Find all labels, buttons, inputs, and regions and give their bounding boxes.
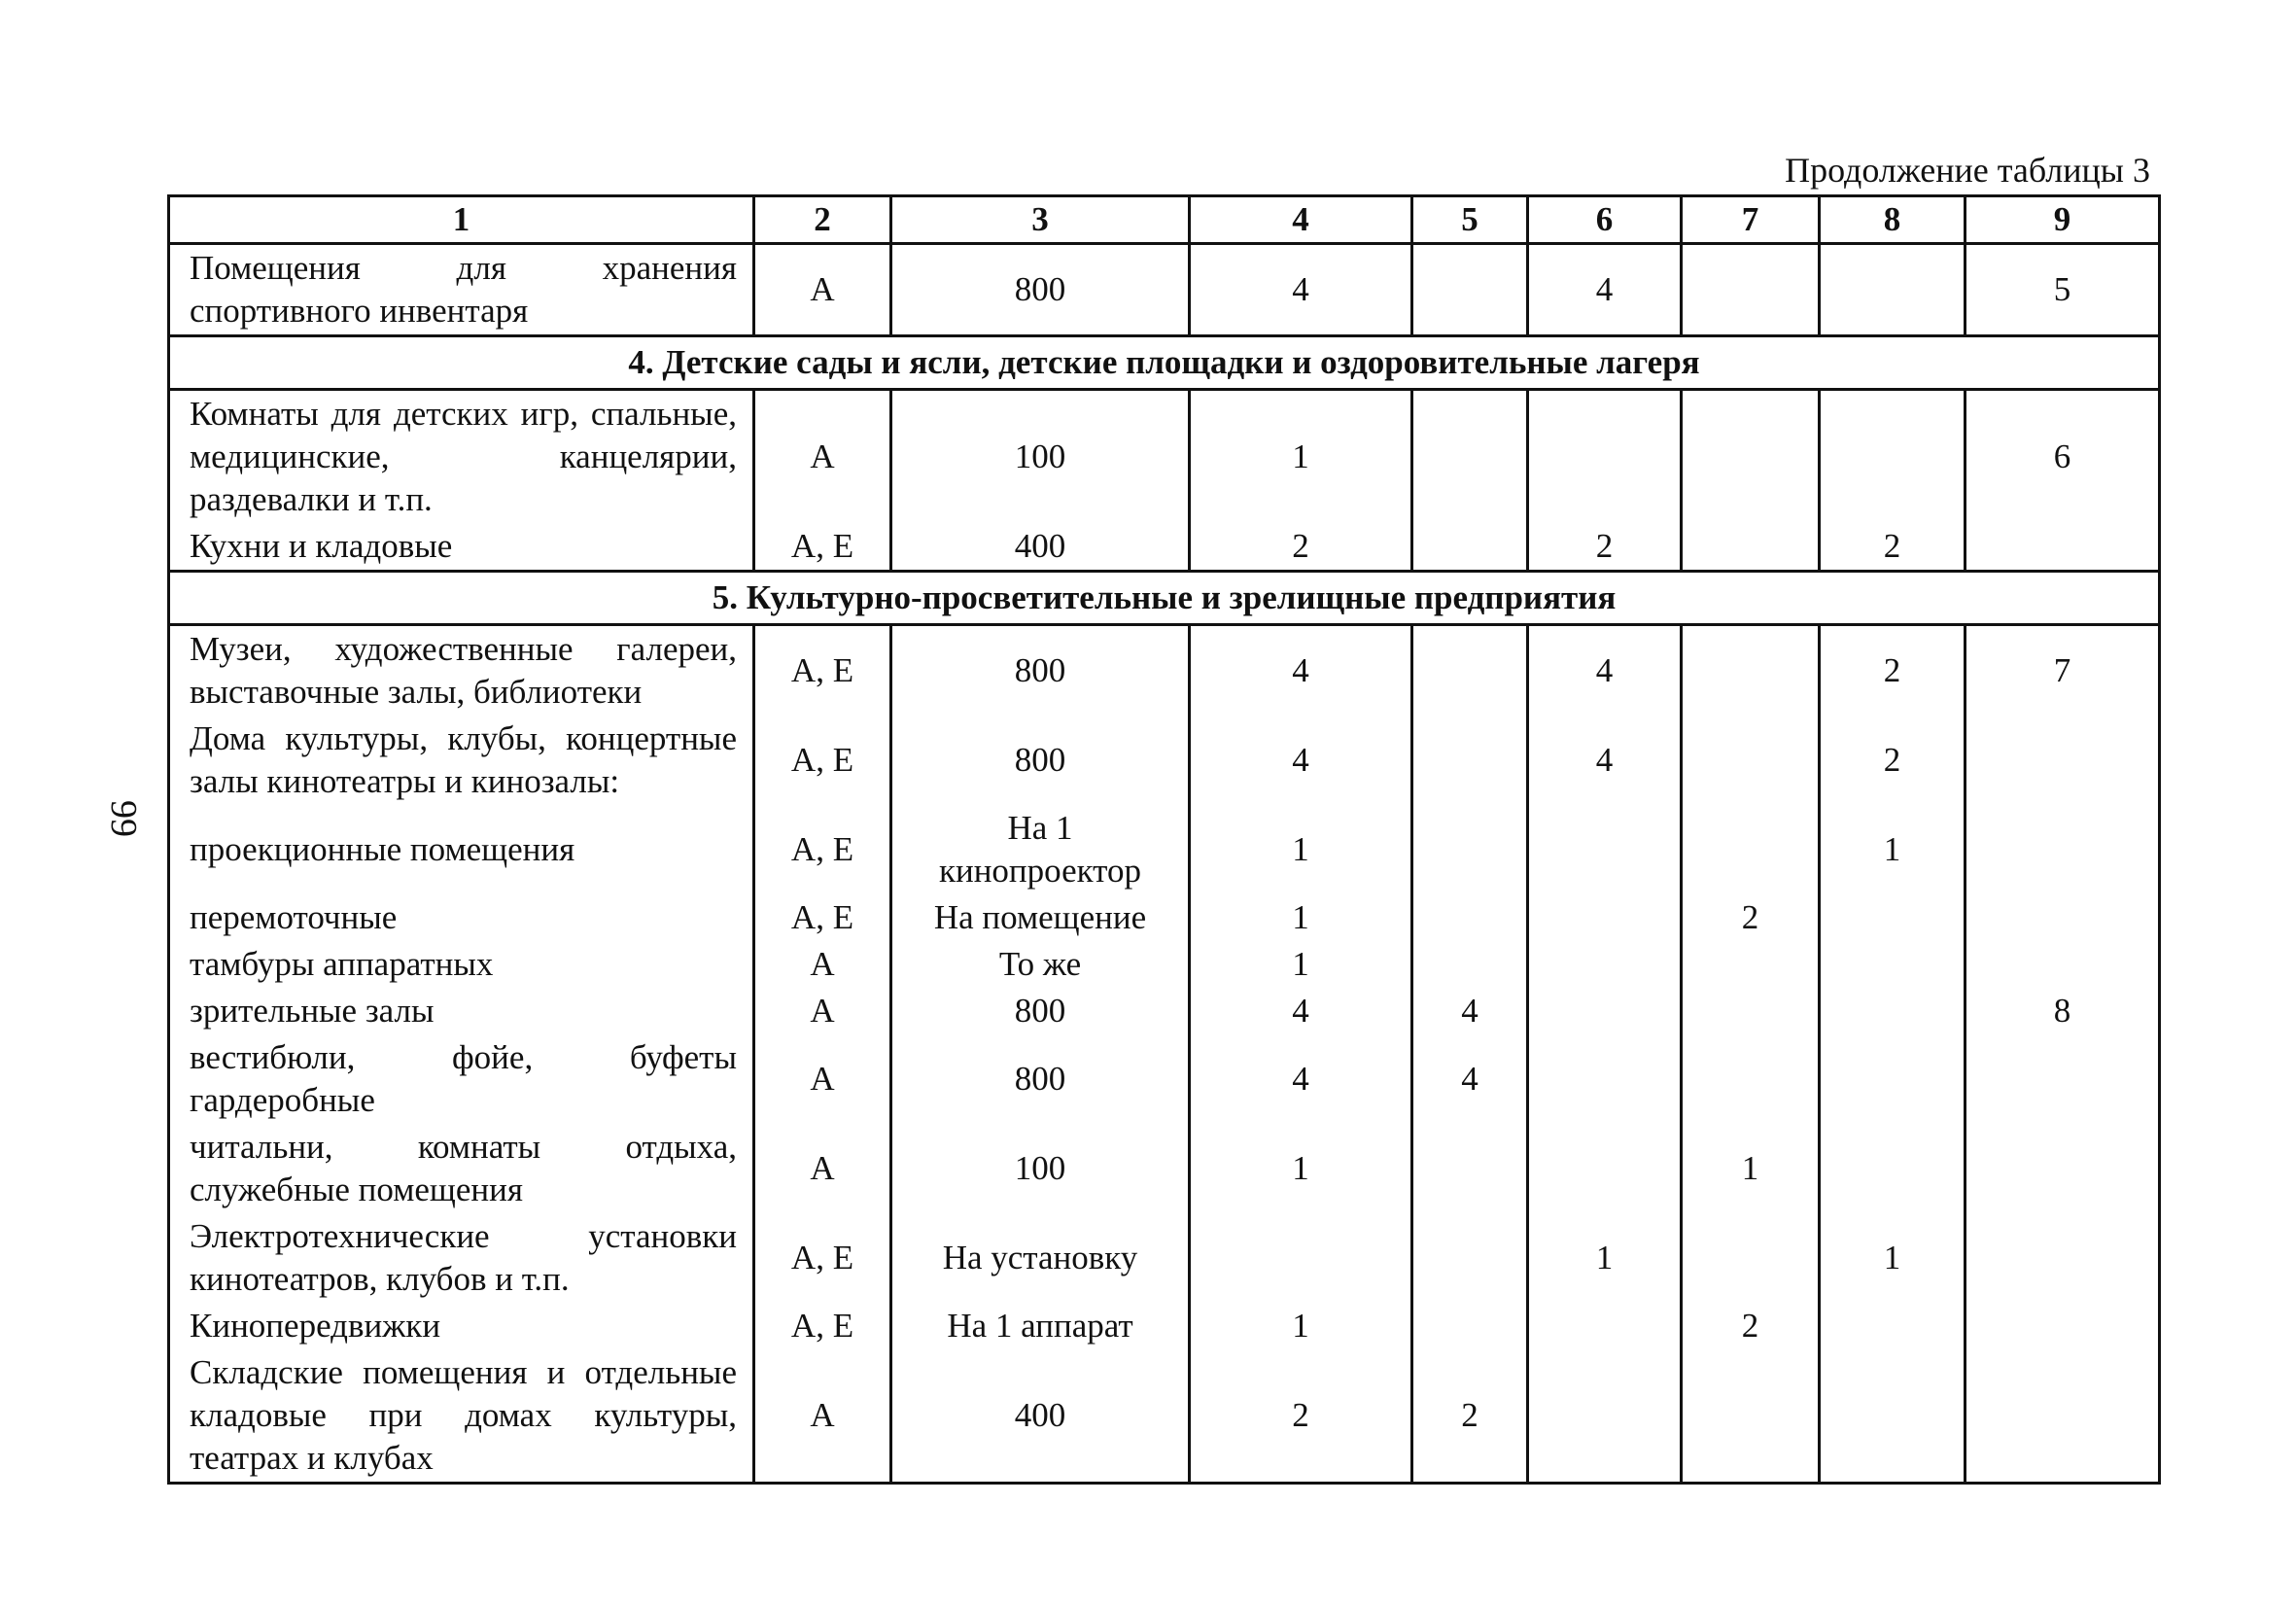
value-cell: На 1 аппарат [891, 1303, 1190, 1349]
table-row [169, 716, 2160, 805]
value-cell [1682, 1213, 1820, 1303]
room-type-cell: Комнаты для детских игр, спальные, медицинские, канцелярии, раздевалки и т.п. [169, 390, 754, 524]
value-cell: 2 [1528, 523, 1682, 572]
value-cell [1412, 941, 1528, 988]
value-cell [1682, 244, 1820, 336]
value-cell: 800 [891, 716, 1190, 805]
room-type-cell: проекционные помещения [169, 805, 754, 894]
value-cell: 2 [1820, 625, 1966, 717]
value-cell [1682, 805, 1820, 894]
value-cell: 2 [1820, 523, 1966, 572]
value-cell: 4 [1412, 988, 1528, 1034]
value-cell [1190, 1213, 1412, 1303]
value-cell: 2 [1682, 1303, 1820, 1349]
value-cell [1528, 1034, 1682, 1124]
room-type-cell: Дома культуры, клубы, концертные залы кинотеатры и кинозалы: [169, 716, 754, 805]
value-cell: 800 [891, 1034, 1190, 1124]
value-cell: 400 [891, 1349, 1190, 1484]
value-cell: 800 [891, 244, 1190, 336]
value-cell [1528, 941, 1682, 988]
value-cell [1820, 390, 1966, 524]
table-row [169, 1124, 2160, 1213]
table-row [169, 988, 2160, 1034]
value-cell [1966, 523, 2160, 572]
value-cell: 1 [1190, 390, 1412, 524]
value-cell: 400 [891, 523, 1190, 572]
value-cell [1682, 390, 1820, 524]
value-cell: 4 [1412, 1034, 1528, 1124]
table-row [169, 1213, 2160, 1303]
room-type-cell: тамбуры аппаратных [169, 941, 754, 988]
value-cell: На 1 кинопроектор [891, 805, 1190, 894]
room-type-cell: читальни, комнаты отдыха, служебные помещения [169, 1124, 754, 1213]
value-cell [1528, 988, 1682, 1034]
section-heading: 4. Детские сады и ясли, детские площадки и оздоровительные лагеря [169, 336, 2160, 390]
value-cell: А [754, 1124, 891, 1213]
value-cell [1412, 716, 1528, 805]
section-heading-row [169, 336, 2160, 390]
table-row [169, 523, 2160, 572]
table-row [169, 1303, 2160, 1349]
value-cell: 2 [1412, 1349, 1528, 1484]
value-cell [1412, 894, 1528, 941]
value-cell [1820, 1034, 1966, 1124]
room-type-cell: Кинопередвижки [169, 1303, 754, 1349]
section-heading: 5. Культурно-просветительные и зрелищные предприятия [169, 572, 2160, 625]
value-cell: 1 [1190, 894, 1412, 941]
value-cell [1820, 1124, 1966, 1213]
value-cell: 2 [1682, 894, 1820, 941]
value-cell [1966, 894, 2160, 941]
value-cell: А [754, 390, 891, 524]
value-cell: 800 [891, 625, 1190, 717]
value-cell: А, Е [754, 1213, 891, 1303]
value-cell [1682, 1349, 1820, 1484]
value-cell: 1 [1190, 1303, 1412, 1349]
value-cell: А [754, 988, 891, 1034]
room-type-cell: Музеи, художественные галереи, выставочные залы, библиотеки [169, 625, 754, 717]
value-cell: 1 [1528, 1213, 1682, 1303]
value-cell: 5 [1966, 244, 2160, 336]
value-cell: А, Е [754, 523, 891, 572]
value-cell: 4 [1190, 244, 1412, 336]
table-row [169, 244, 2160, 336]
value-cell: А [754, 1349, 891, 1484]
table-row [169, 805, 2160, 894]
value-cell: А, Е [754, 894, 891, 941]
room-type-cell: Помещения для хранения спортивного инвентаря [169, 244, 754, 336]
value-cell [1528, 1349, 1682, 1484]
room-type-cell: перемоточные [169, 894, 754, 941]
value-cell: 4 [1528, 716, 1682, 805]
room-type-cell: зрительные залы [169, 988, 754, 1034]
value-cell [1682, 716, 1820, 805]
table-row [169, 941, 2160, 988]
value-cell: А [754, 941, 891, 988]
value-cell [1682, 941, 1820, 988]
value-cell: А, Е [754, 1303, 891, 1349]
room-type-cell: Кухни и кладовые [169, 523, 754, 572]
value-cell: 7 [1966, 625, 2160, 717]
value-cell [1412, 244, 1528, 336]
value-cell: 1 [1190, 805, 1412, 894]
header-row [169, 196, 2160, 244]
value-cell [1966, 1213, 2160, 1303]
value-cell [1412, 390, 1528, 524]
value-cell: 1 [1190, 1124, 1412, 1213]
value-cell: 4 [1190, 988, 1412, 1034]
value-cell: А [754, 244, 891, 336]
value-cell [1682, 1034, 1820, 1124]
column-header: 4 [1190, 196, 1412, 244]
table-caption: Продолжение таблицы 3 [1785, 151, 2150, 190]
page-number: 99 [103, 800, 144, 837]
value-cell [1820, 988, 1966, 1034]
value-cell: А, Е [754, 716, 891, 805]
table-row [169, 1034, 2160, 1124]
value-cell: 2 [1190, 1349, 1412, 1484]
room-type-cell: Складские помещения и отдельные кладовые при домах культуры, театрах и клубах [169, 1349, 754, 1484]
column-header: 8 [1820, 196, 1966, 244]
value-cell: 8 [1966, 988, 2160, 1034]
value-cell [1966, 1303, 2160, 1349]
value-cell: 2 [1820, 716, 1966, 805]
value-cell [1966, 1124, 2160, 1213]
value-cell: 1 [1820, 805, 1966, 894]
column-header: 6 [1528, 196, 1682, 244]
value-cell [1820, 1349, 1966, 1484]
value-cell: 2 [1190, 523, 1412, 572]
value-cell [1966, 805, 2160, 894]
table-row [169, 390, 2160, 524]
section-heading-row [169, 572, 2160, 625]
value-cell [1682, 625, 1820, 717]
value-cell [1528, 805, 1682, 894]
value-cell: 100 [891, 390, 1190, 524]
value-cell: 4 [1190, 716, 1412, 805]
value-cell: 4 [1190, 625, 1412, 717]
value-cell [1966, 1034, 2160, 1124]
column-header: 1 [169, 196, 754, 244]
value-cell: На установку [891, 1213, 1190, 1303]
value-cell [1528, 390, 1682, 524]
value-cell: 1 [1820, 1213, 1966, 1303]
value-cell: 100 [891, 1124, 1190, 1213]
value-cell: А [754, 1034, 891, 1124]
value-cell [1820, 1303, 1966, 1349]
value-cell: 4 [1528, 625, 1682, 717]
value-cell [1412, 523, 1528, 572]
table-row [169, 894, 2160, 941]
value-cell: На помещение [891, 894, 1190, 941]
value-cell: А, Е [754, 625, 891, 717]
value-cell: 1 [1190, 941, 1412, 988]
table-row [169, 1349, 2160, 1484]
table-row [169, 625, 2160, 717]
value-cell [1682, 523, 1820, 572]
value-cell [1820, 244, 1966, 336]
table-body [169, 244, 2160, 1484]
value-cell: 4 [1528, 244, 1682, 336]
value-cell [1528, 1124, 1682, 1213]
column-header: 9 [1966, 196, 2160, 244]
value-cell [1820, 941, 1966, 988]
value-cell: 4 [1190, 1034, 1412, 1124]
value-cell: 1 [1682, 1124, 1820, 1213]
value-cell [1412, 1303, 1528, 1349]
column-header: 2 [754, 196, 891, 244]
value-cell [1966, 1349, 2160, 1484]
value-cell [1412, 805, 1528, 894]
value-cell: 800 [891, 988, 1190, 1034]
room-type-cell: Электротехнические установки кинотеатров, клубов и т.п. [169, 1213, 754, 1303]
value-cell [1528, 894, 1682, 941]
value-cell [1966, 941, 2160, 988]
value-cell [1528, 1303, 1682, 1349]
value-cell [1412, 1213, 1528, 1303]
column-header: 3 [891, 196, 1190, 244]
column-header: 5 [1412, 196, 1528, 244]
value-cell [1412, 1124, 1528, 1213]
value-cell: 6 [1966, 390, 2160, 524]
column-header: 7 [1682, 196, 1820, 244]
value-cell [1966, 716, 2160, 805]
value-cell [1412, 625, 1528, 717]
data-table [167, 194, 2161, 1485]
value-cell: А, Е [754, 805, 891, 894]
value-cell: То же [891, 941, 1190, 988]
value-cell [1820, 894, 1966, 941]
room-type-cell: вестибюли, фойе, буфеты гардеробные [169, 1034, 754, 1124]
value-cell [1682, 988, 1820, 1034]
